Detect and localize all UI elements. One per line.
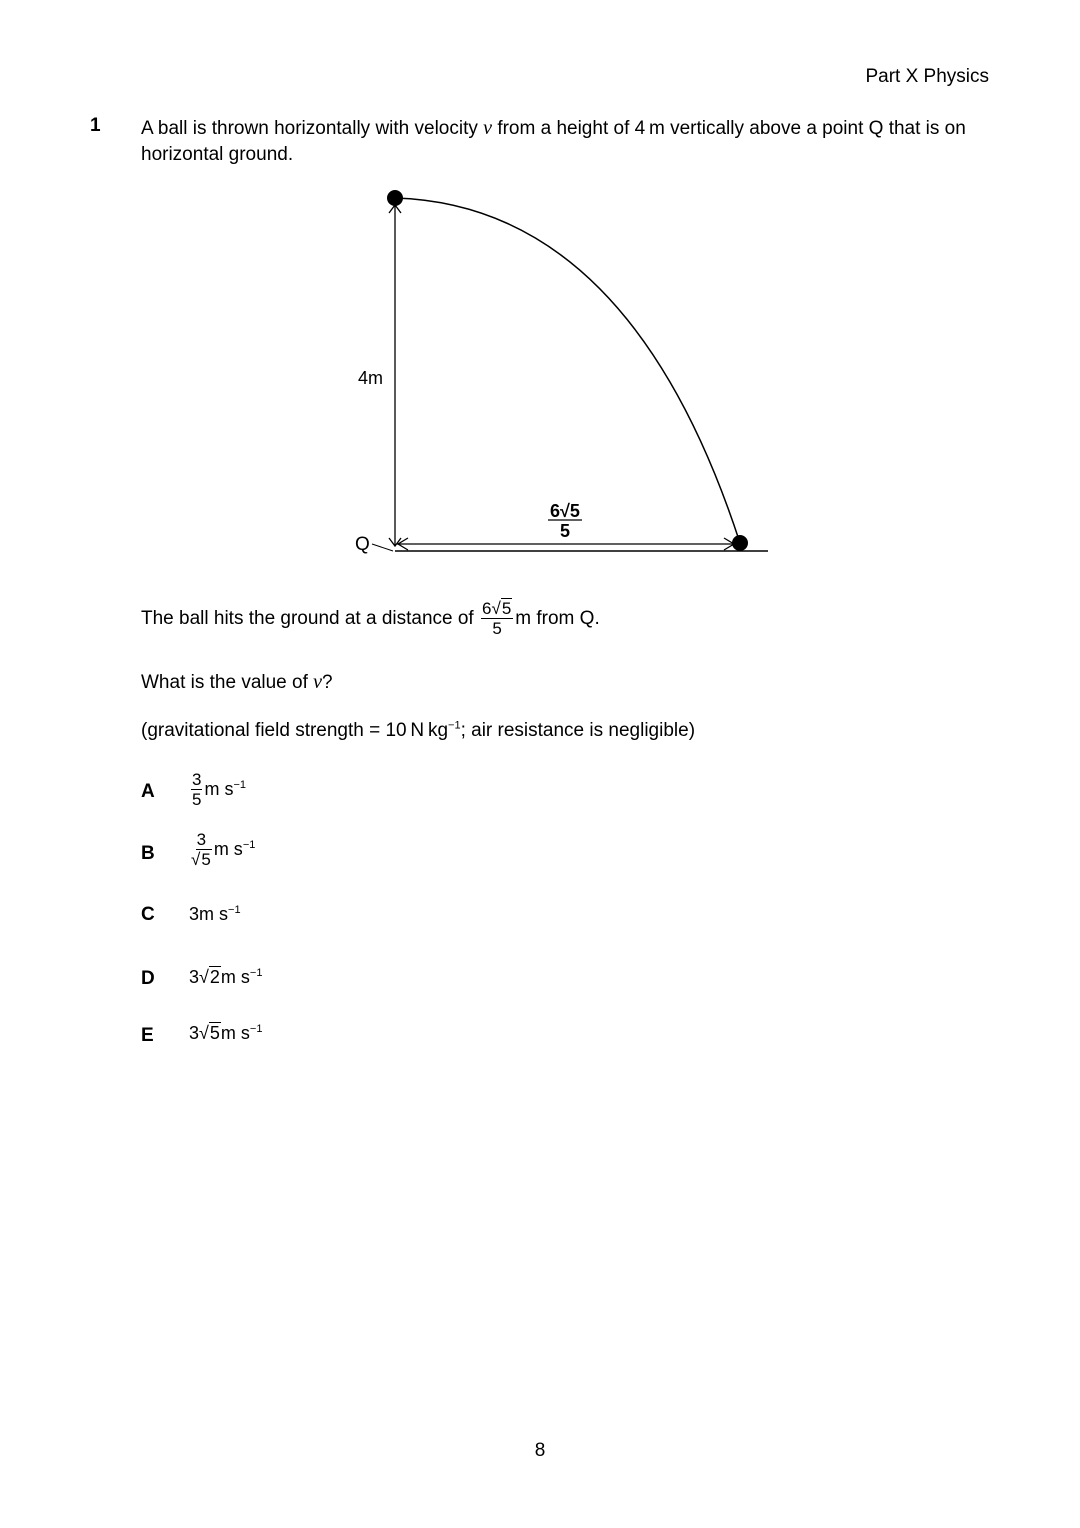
option-c-letter[interactable]: C — [141, 904, 155, 925]
option-c-value[interactable]: 3m $s^{-1}$ — [189, 904, 241, 924]
trajectory-curve — [395, 198, 740, 543]
option-d-value[interactable]: 3√2m $s^{-1}$ — [189, 967, 263, 987]
option-a-value[interactable]: $\frac{3}{5}$ m $s^{-1}$ — [192, 770, 247, 809]
distance-label-den: 5 — [559, 521, 571, 541]
distance-label-num: 6√5 — [550, 501, 580, 521]
option-e-value[interactable]: 3√5m $s^{-1}$ — [189, 1023, 263, 1043]
height-label: 4m — [358, 368, 384, 388]
option-d-letter[interactable]: D — [141, 968, 155, 989]
question-number: 1 — [90, 115, 101, 136]
ball-start — [387, 190, 403, 206]
distance-fraction: $\frac{6√5}{5}$ — [482, 599, 512, 638]
distance-sentence: The ball hits the ground at a distance of $\frac{6√5}{5}$ m from Q. — [141, 599, 600, 638]
q-leader-line — [372, 544, 393, 551]
option-a-letter[interactable]: A — [141, 781, 155, 802]
question-stem: A ball is thrown horizontally with velocity v from a height of 4 m vertically above a point Q that is on horizontal ground. — [141, 117, 966, 165]
section-header: Part X Physics — [865, 66, 989, 87]
projectile-diagram — [0, 0, 1080, 600]
option-b-value[interactable]: $\frac{3}{√5}$ m $s^{-1}$ — [191, 830, 256, 869]
page-number: 8 — [534, 1440, 546, 1461]
point-q-label: Q — [355, 534, 370, 555]
ball-end — [732, 535, 748, 551]
option-b-letter[interactable]: B — [141, 843, 155, 864]
velocity-symbol: v — [483, 117, 493, 139]
given-data: (gravitational field strength = 10 N $kg^{-1}$; air resistance is negligible) — [141, 719, 696, 741]
question-ask: What is the value of v? — [141, 671, 333, 693]
option-e-letter[interactable]: E — [141, 1025, 154, 1046]
